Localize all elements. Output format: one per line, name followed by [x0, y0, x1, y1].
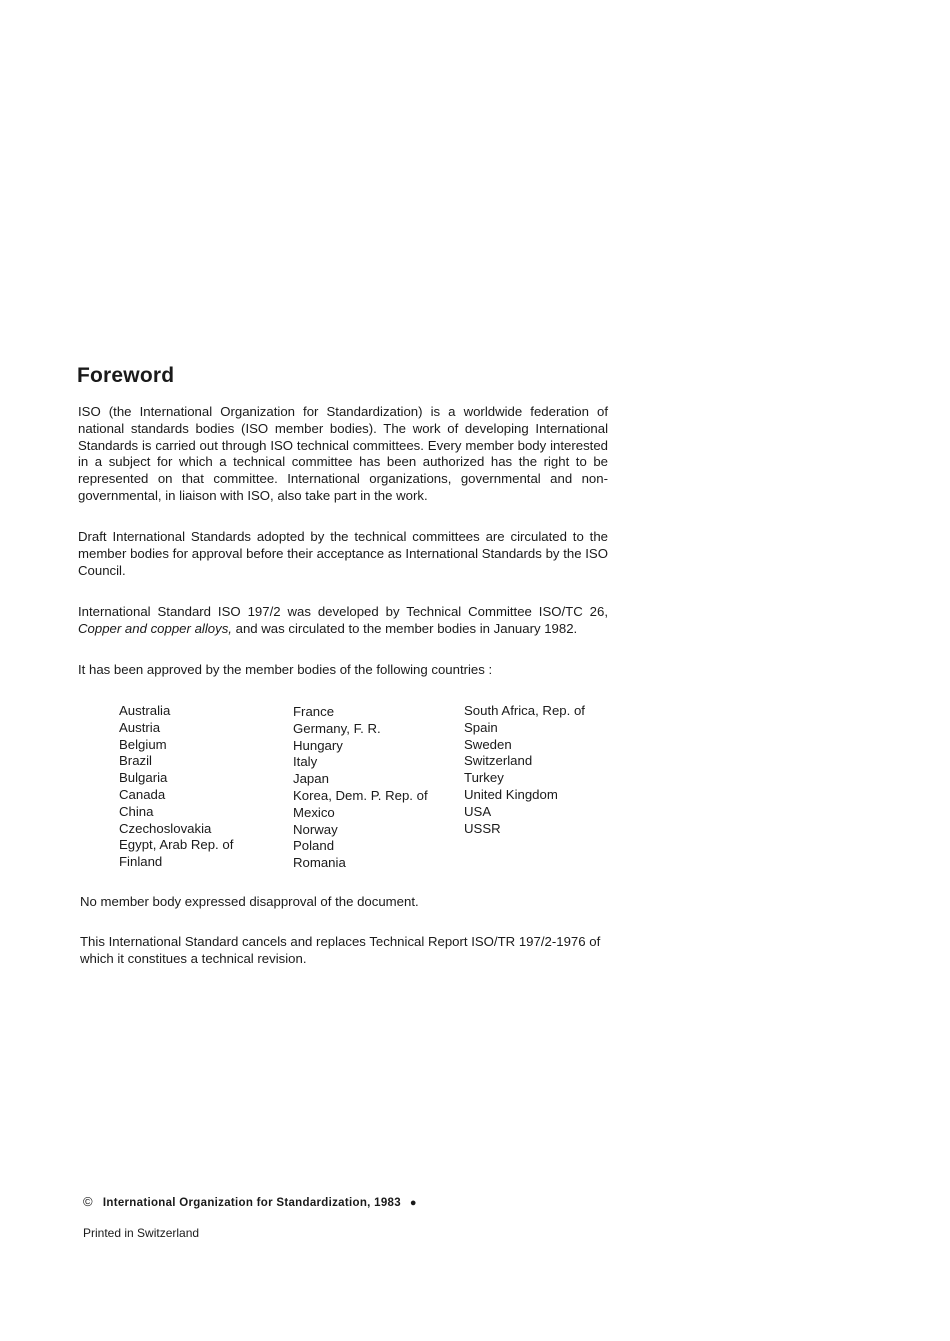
country-item: Germany, F. R.	[293, 720, 381, 736]
country-item: Japan	[293, 771, 329, 787]
country-item: Romania	[293, 855, 346, 871]
country-item: USA	[464, 803, 492, 819]
country-item: Egypt, Arab Rep. of	[119, 837, 234, 853]
country-item: Czechoslovakia	[119, 820, 212, 836]
country-item: United Kingdom	[464, 786, 558, 802]
country-item: Brazil	[119, 753, 152, 769]
country-item: Italy	[293, 754, 318, 770]
printed-in: Printed in Switzerland	[83, 1226, 200, 1240]
paragraph-iso-intro: ISO (the International Organization for Standardization) is a worldwide federation of national standards bodies (ISO member bodies). The work of developing International Standards is carried out through ISO technical committees. Every member body interested in a subject for which a technical committee has been authorized has the right to be represented on that committee. International organizations, governmental and non-governmental, in liaison with ISO, also take part in the work.	[78, 404, 608, 503]
country-item: Turkey	[464, 770, 504, 786]
development-text-before: International Standard ISO 197/2 was developed by Technical Committee ISO/TC 26,	[78, 604, 608, 619]
paragraph-replaces: This International Standard cancels and replaces Technical Report ISO/TR 197/2-1976 of which it constitues a technical revision.	[80, 934, 601, 966]
development-text-after: and was circulated to the member bodies in January 1982.	[231, 620, 578, 636]
country-item: Austria	[119, 719, 161, 735]
country-item: Australia	[119, 703, 171, 718]
country-item: Switzerland	[464, 753, 533, 769]
committee-title: Copper and copper alloys,	[78, 620, 232, 636]
country-item: Hungary	[293, 737, 343, 753]
country-item: Sweden	[464, 736, 512, 752]
paragraph-no-disapproval: No member body expressed disapproval of the document.	[80, 894, 419, 909]
country-column-2	[293, 704, 428, 872]
country-item: Finland	[119, 854, 163, 870]
country-item: Spain	[464, 719, 498, 735]
country-item: Canada	[119, 786, 166, 802]
country-column-3	[464, 703, 585, 837]
copyright-line	[83, 1194, 417, 1209]
country-item: Bulgaria	[119, 770, 168, 786]
paragraph-draft-standards: Draft International Standards adopted by the technical committees are circulated to the member bodies for approval before their acceptance as International Standards by the ISO Council.	[78, 529, 608, 578]
page-title: Foreword	[77, 364, 175, 387]
country-item: France	[293, 704, 335, 719]
paragraph-development	[78, 604, 608, 638]
country-item: Mexico	[293, 804, 335, 820]
country-item: China	[119, 803, 154, 819]
country-item: Poland	[293, 838, 335, 854]
country-item: Korea, Dem. P. Rep. of	[293, 787, 428, 803]
paragraph-approval: It has been approved by the member bodies of the following countries :	[78, 662, 493, 677]
copyright-symbol: ©	[83, 1194, 93, 1209]
country-column-1	[119, 703, 233, 871]
country-item: USSR	[464, 820, 501, 836]
country-item: South Africa, Rep. of	[464, 703, 585, 718]
country-item: Belgium	[119, 736, 167, 752]
country-item: Norway	[293, 821, 338, 837]
copyright-text: International Organization for Standardization, 1983	[102, 1197, 401, 1209]
bullet-icon: ●	[409, 1197, 417, 1209]
